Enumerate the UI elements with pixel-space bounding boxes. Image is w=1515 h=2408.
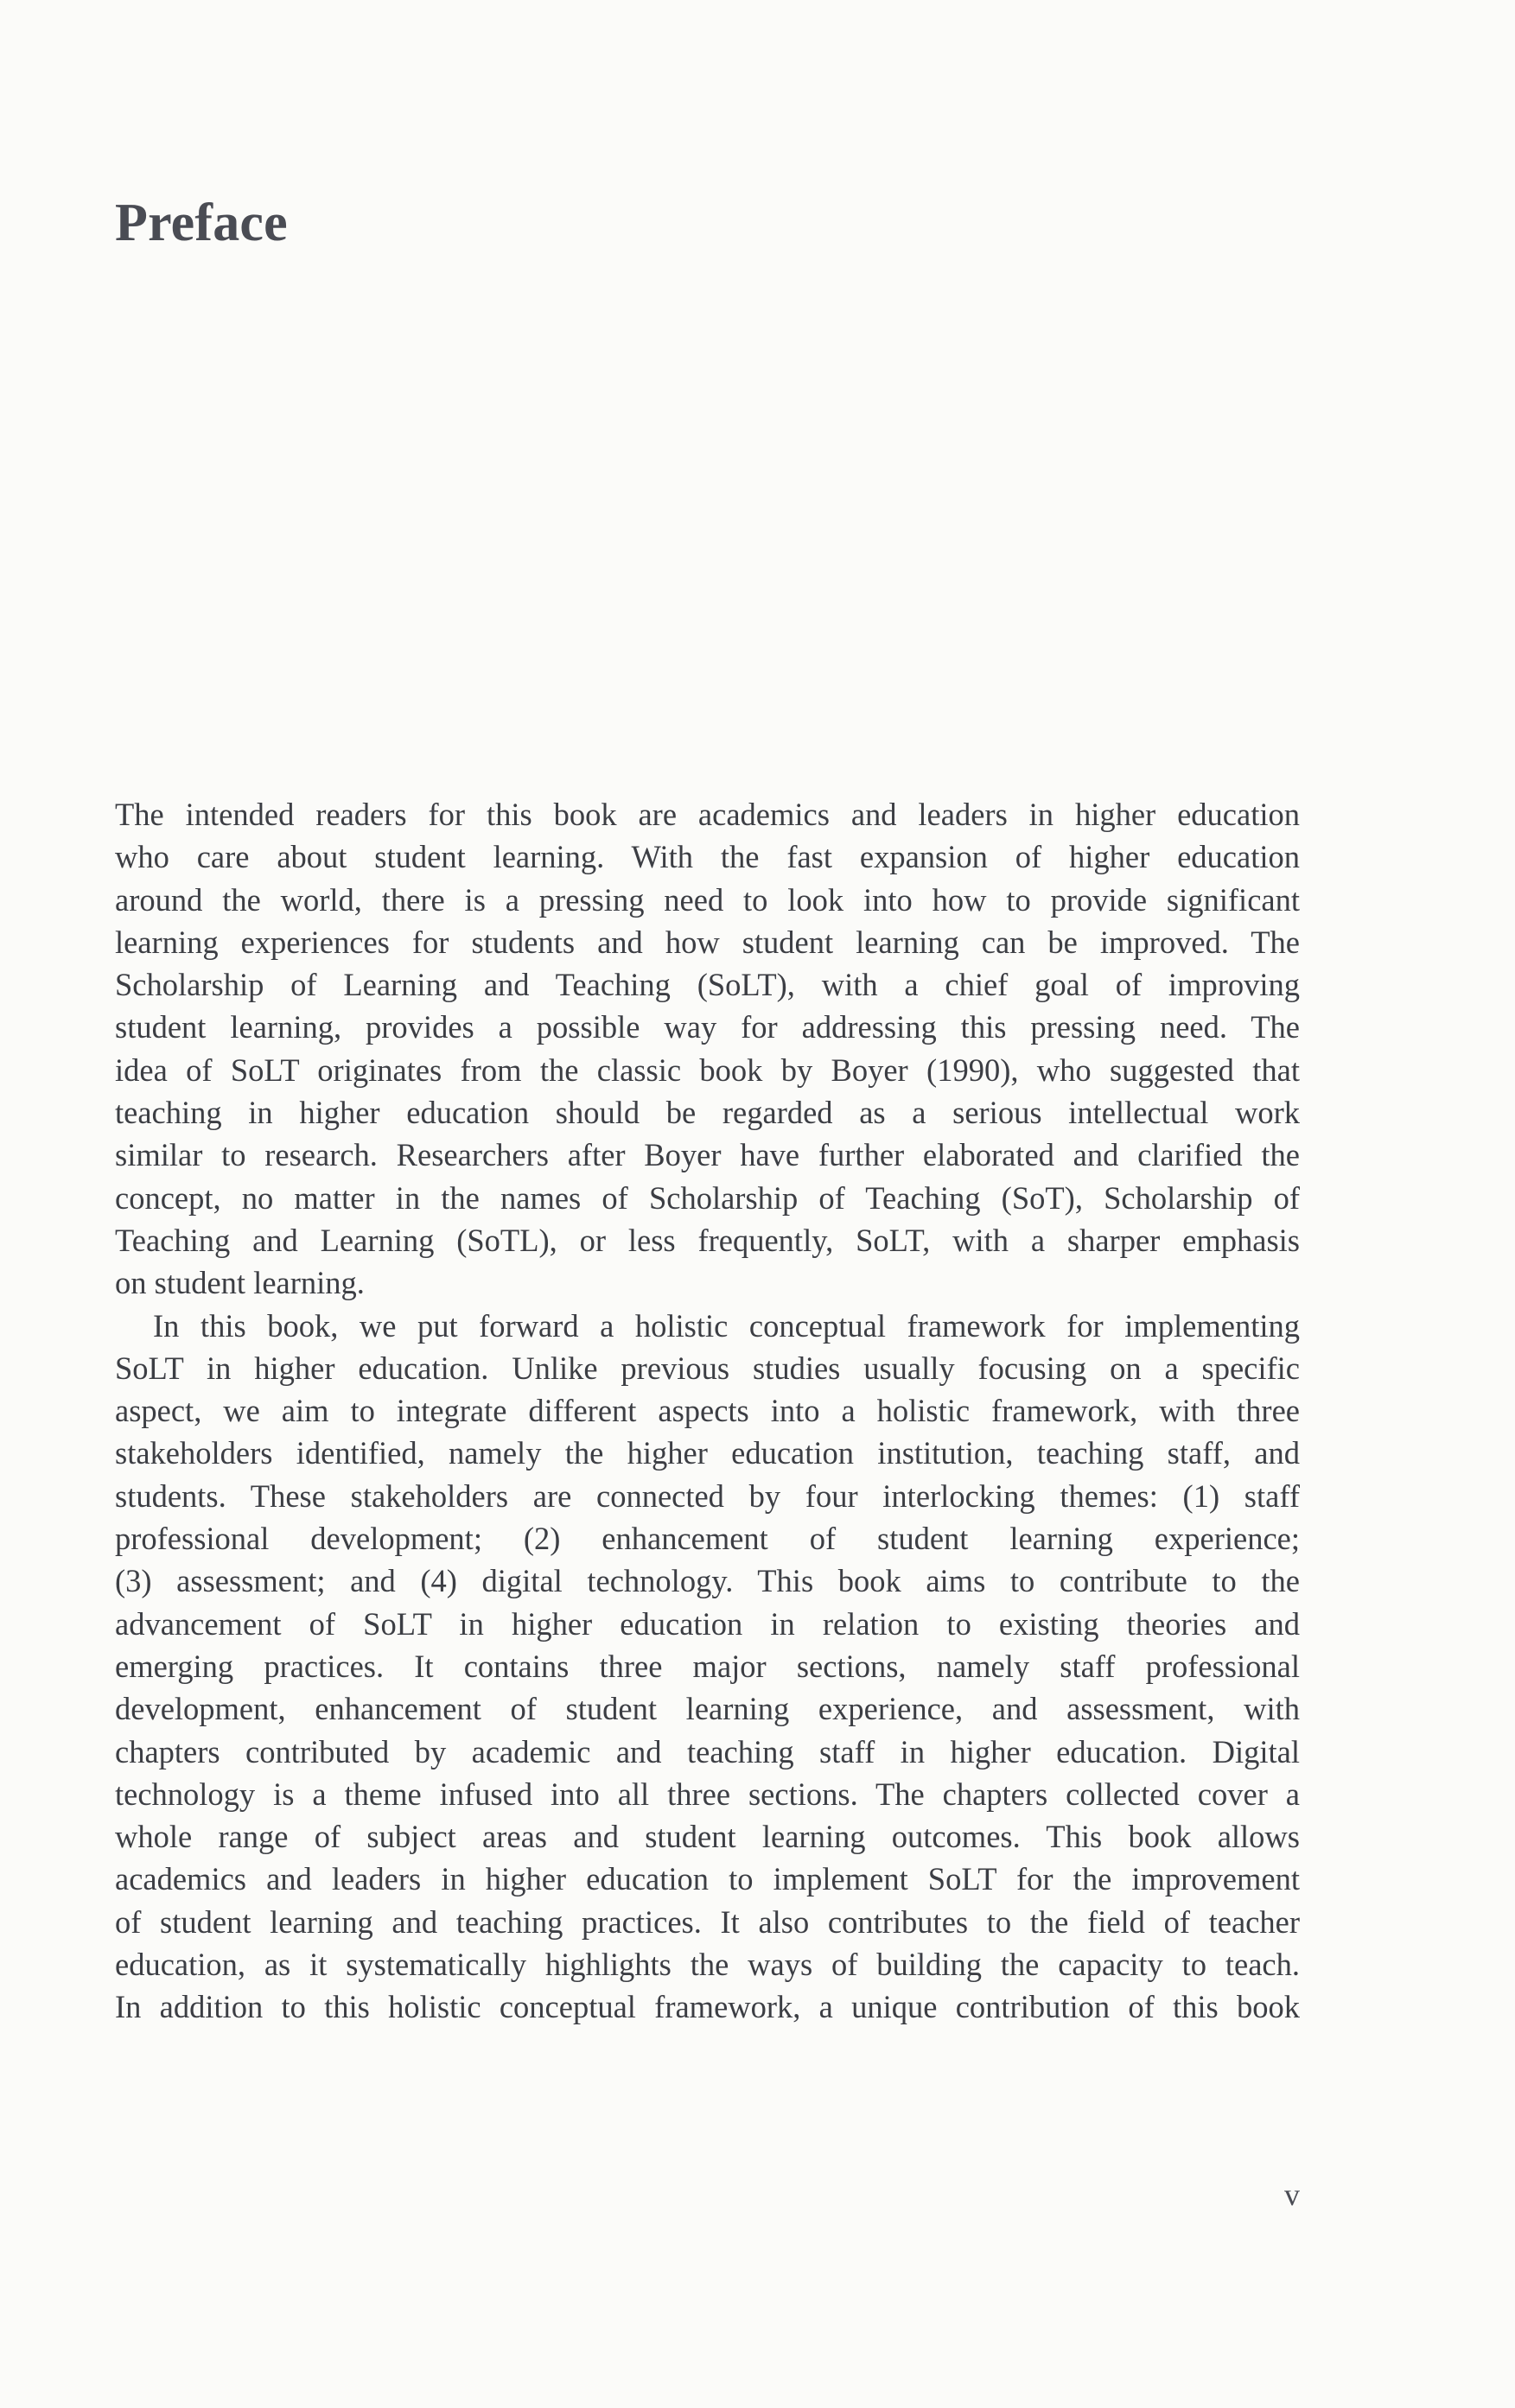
paragraph-2 [115,1305,1300,2029]
text-line: advancement of SoLT in higher education in relation to existing theories and [115,1605,1300,1642]
text-line: of student learning and teaching practices. It also contributes to the field of teacher [115,1903,1300,1940]
text-line: (3) assessment; and (4) digital technology. This book aims to contribute to the [115,1563,1300,1599]
text-line: In this book, we put forward a holistic conceptual framework for implementing [153,1307,1300,1344]
text-line: similar to research. Researchers after Boyer have further elaborated and clarified the [115,1137,1300,1173]
text-line: concept, no matter in the names of Scholarship of Teaching (SoT), Scholarship of [115,1179,1300,1216]
text-line: The intended readers for this book are academics and leaders in higher education [115,797,1300,832]
text-line: In addition to this holistic conceptual framework, a unique contribution of this book [115,1989,1300,2025]
text-line: student learning, provides a possible way for addressing this pressing need. The [115,1009,1300,1045]
body-text [115,793,1300,2029]
text-line: on student learning. [115,1265,365,1301]
text-line: academics and leaders in higher education to implement SoLT for the improvement [115,1861,1300,1897]
text-line: development, enhancement of student learning experience, and assessment, with [115,1691,1300,1727]
text-line: whole range of subject areas and student learning outcomes. This book allows [115,1819,1300,1855]
text-line: aspect, we aim to integrate different aspects into a holistic framework, with three [115,1393,1300,1429]
text-line: SoLT in higher education. Unlike previous studies usually focusing on a specific [115,1350,1300,1386]
page-number: v [1284,2177,1300,2212]
text-line: Teaching and Learning (SoTL), or less frequently, SoLT, with a sharper emphasis [115,1222,1300,1258]
text-line: professional development; (2) enhancement of student learning experience; [115,1521,1300,1557]
text-line: stakeholders identified, namely the higher education institution, teaching staff, and [115,1435,1300,1471]
text-line: Scholarship of Learning and Teaching (SoLT), with a chief goal of improving [115,967,1300,1003]
text-line: chapters contributed by academic and teaching staff in higher education. Digital [115,1733,1300,1769]
text-line: idea of SoLT originates from the classic book by Boyer (1990), who suggested that [115,1052,1300,1088]
text-line: education, as it systematically highlights the ways of building the capacity to teach. [115,1947,1300,1983]
text-line: emerging practices. It contains three major sections, namely staff professional [115,1648,1300,1684]
text-line: around the world, there is a pressing need to look into how to provide significant [115,881,1300,918]
text-line: teaching in higher education should be regarded as a serious intellectual work [115,1095,1300,1131]
paragraph-1 [115,793,1300,1305]
chapter-title: Preface [115,194,288,252]
text-line: who care about student learning. With the fast expansion of higher education [115,839,1300,875]
text-line: technology is a theme infused into all three sections. The chapters collected cover a [115,1776,1300,1812]
text-line: students. These stakeholders are connected by four interlocking themes: (1) staff [115,1477,1300,1514]
text-line: learning experiences for students and how student learning can be improved. The [115,924,1300,960]
